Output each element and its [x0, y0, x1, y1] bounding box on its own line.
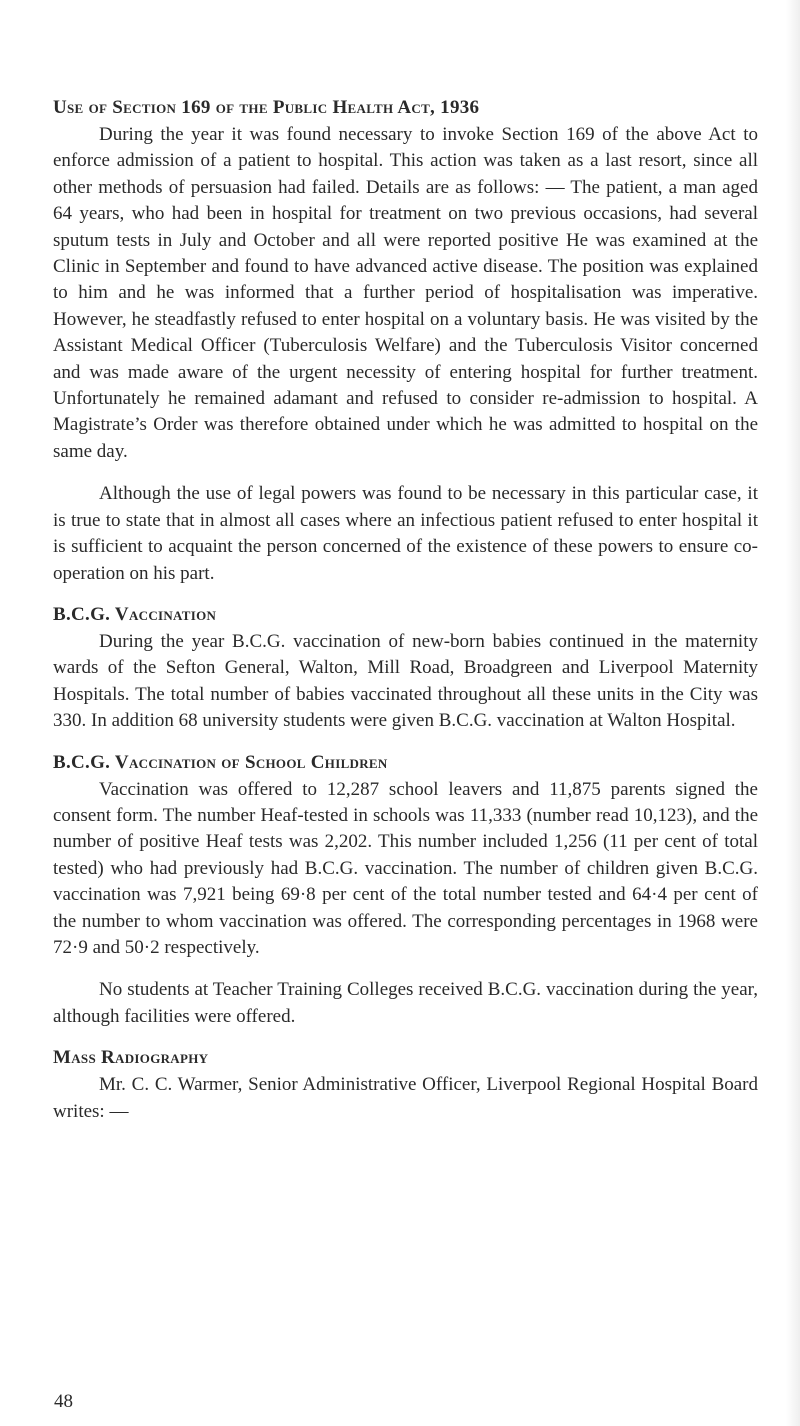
section-bcg-vaccination [53, 603, 758, 735]
section-paragraph: No students at Teacher Training Colleges received B.C.G. vaccination during the year, although facilities were offered. [53, 979, 758, 1027]
section-bcg-school-children [53, 751, 758, 1031]
section-paragraph: During the year B.C.G. vaccination of new-born babies continued in the maternity wards of the Sefton General, Walton, Mill Road, Broadgreen and Liverpool Maternity Hospitals. The total number of babies vaccinated throughout all these units in the City was 330. In addition 68 university students were given B.C.G. vaccination at Walton Hospital. [53, 630, 758, 732]
section-paragraph: Mr. C. C. Warmer, Senior Administrative Officer, Liverpool Regional Hospital Board writes: — [53, 1074, 758, 1122]
page-content [53, 96, 758, 1125]
section-heading: B.C.G. Vaccination of School Children [53, 751, 388, 773]
section-heading: Mass Radiography [53, 1047, 209, 1069]
section-paragraph: Although the use of legal powers was found to be necessary in this particular case, it is true to state that in almost all cases where an infectious patient refused to enter hospital it is sufficient to acquaint the person concerned of the existence of these powers to ensure co-operation on his part. [53, 483, 758, 584]
section-public-health-act [53, 96, 758, 587]
section-heading: B.C.G. Vaccination [53, 603, 217, 625]
section-paragraph: Vaccination was offered to 12,287 school leavers and 11,875 parents signed the consent form. The number Heaf-tested in schools was 11,333 (number read 10,123), and the number of positive Heaf tests was 2,202. This number included 1,256 (11 per cent of total tested) who had previously had B.C.G. vaccination. The number of children given B.C.G. vaccination was 7,921 being 69·8 per cent of the total number tested and 64·4 per cent of the number to whom vaccination was offered. The corresponding percentages in 1968 were 72·9 and 50·2 respectively. [53, 778, 758, 958]
page-edge-shadow [786, 0, 800, 1426]
section-mass-radiography [53, 1046, 758, 1125]
section-heading: Use of Section 169 of the Public Health Act, 1936 [53, 97, 480, 118]
page-number: 48 [54, 1391, 73, 1412]
section-paragraph: During the year it was found necessary to invoke Section 169 of the above Act to enforce admission of a patient to hospital. This action was taken as a last resort, since all other methods of persuasion had failed. Details are as follows: — The patient, a man aged 64 years, who had been in hospital for treatment on two previous occasions, had several sputum tests in July and October and all were reported positive He was examined at the Clinic in September and found to have advanced active disease. The position was explained to him and he was informed that a further period of hospitalisation was imperative. However, he steadfastly refused to enter hospital on a voluntary basis. He was visited by the Assistant Medical Officer (Tuberculosis Welfare) and the Tuberculosis Visitor concerned and was made aware of the urgent necessity of entering hospital for further treatment. Unfortunately he remained adamant and refused to consider re-admission to hospital. A Magistrate’s Order was therefore obtained under which he was admitted to hospital on the same day. [53, 124, 758, 462]
